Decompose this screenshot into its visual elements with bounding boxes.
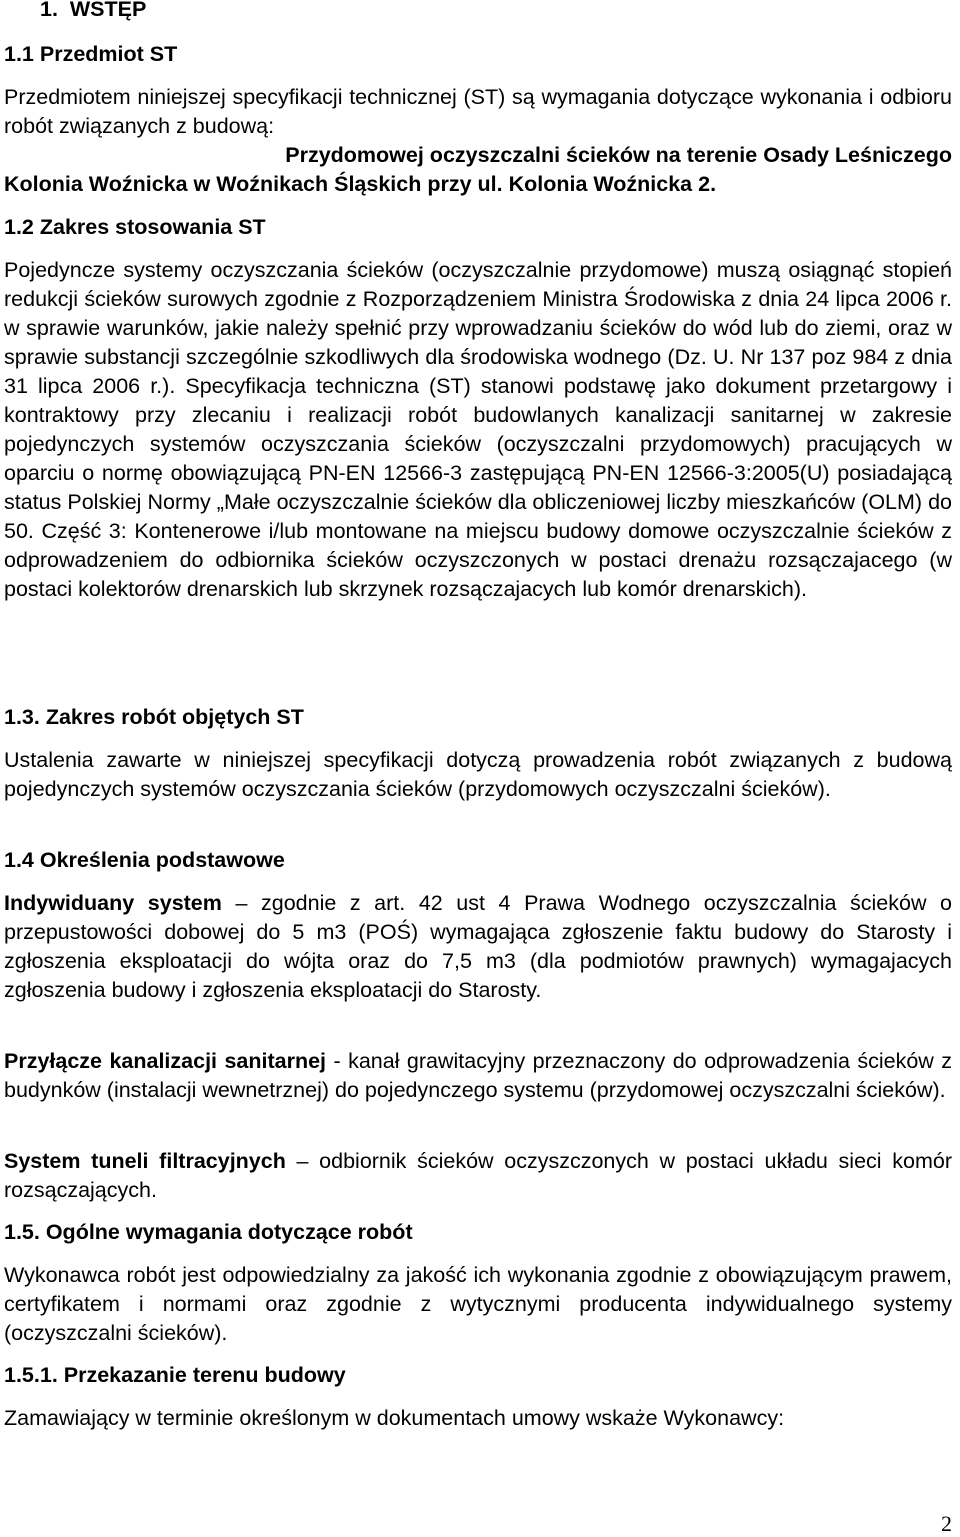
heading-1-4: 1.4 Określenia podstawowe [4,848,285,872]
heading-1-3: 1.3. Zakres robót objętych ST [4,705,304,729]
paragraph-1-3: Ustalenia zawarte w niniejszej specyfikacji dotyczą prowadzenia robót związanych z budową pojedynczych systemów oczyszczania ścieków (przydomowych oczyszczalni ścieków). [4,748,952,801]
definition-przylacze-kanalizacji [4,1047,952,1105]
paragraph-1-5: Wykonawca robót jest odpowiedzialny za jakość ich wykonania zgodnie z obowiązującym prawem, certyfikatem i normami oraz zgodnie z wytycznymi producenta indywidualnego systemy (oczyszczalni ścieków). [4,1263,952,1345]
paragraph-1-1-intro: Przedmiotem niniejszej specyfikacji technicznej (ST) są wymagania dotyczące wykonania i odbioru robót związanych z budową: [4,85,952,138]
paragraph-1-5-1: Zamawiający w terminie określonym w dokumentach umowy wskaże Wykonawcy: [4,1406,785,1430]
page-number: 2 [941,1511,952,1536]
heading-1-1: 1.1 Przedmiot ST [4,42,178,66]
heading-1-5-1: 1.5.1. Przekazanie terenu budowy [4,1363,346,1387]
section-title: WSTĘP [69,0,147,21]
definition-term: System tuneli filtracyjnych [4,1149,286,1173]
definition-text: – zgodnie z art. 42 ust 4 Prawa Wodnego oczyszczalnia ścieków o przepustowości dobowej do 5 m3 (POŚ) wymagająca zgłoszenie faktu budowy do Starosty i zgłoszenia eksploatacji do wójta oraz do 7,5 m3 (dla podmiotów prawnych) wymagajacych zgłoszenia budowy i zgłoszenia eksploatacji do Starosty. [4,891,952,1002]
paragraph-1-2: Pojedyncze systemy oczyszczania ścieków (oczyszczalnie przydomowe) muszą osiągnąć stopień redukcji ścieków surowych zgodnie z Rozporządzeniem Ministra Środowiska z dnia 24 lipca 2006 r. w sprawie warunków, jakie należy spełnić przy wprowadzaniu ścieków do wód lub do ziemi, oraz w sprawie substancji szczególnie szkodliwych dla środowiska wodnego (Dz. U. Nr 137 poz 984 z dnia 31 lipca 2006 r.). Specyfikacja techniczna (ST) stanowi podstawę jako dokument przetargowy i kontraktowy przy zlecaniu i realizacji robót budowlanych kanalizacji sanitarnej w zakresie pojedynczych systemów oczyszczania ścieków (oczyszczalni przydomowych) pracujących w oparciu o normę obowiązującą PN-EN 12566-3 zastępującą PN-EN 12566-3:2005(U) posiadającą status Polskiej Normy „Małe oczyszczalnie ścieków dla obliczeniowej liczby mieszkańców (OLM) do 50. Część 3: Kontenerowe i/lub montowane na miejscu budowy domowe oczyszczalnie ścieków z odprowadzeniem do odbiornika ścieków oczyszczonych w postaci drenażu rozsączajacego (w postaci kolektorów drenarskich lub skrzynek rozsączajacych lub komór drenarskich). [4,258,952,601]
heading-1-5: 1.5. Ogólne wymagania dotyczące robót [4,1220,413,1244]
definition-text: - kanał grawitacyjny przeznaczony do odprowadzenia ścieków z budynków (instalacji wewnetrznej) do pojedynczego systemu (przydomowej oczyszczalni ścieków). [4,1049,952,1102]
definition-term: Przyłącze kanalizacji sanitarnej [4,1049,327,1073]
definition-system-tuneli [4,1147,952,1205]
heading-1-2: 1.2 Zakres stosowania ST [4,215,266,239]
paragraph-1-1-object-line2: Kolonia Woźnicka w Woźnikach Śląskich przy ul. Kolonia Woźnicka 2. [4,172,717,196]
section-heading-1 [40,0,440,24]
definition-term: Indywiduany system [4,891,222,915]
section-number: 1. [40,0,58,21]
definition-text: – odbiornik ścieków oczyszczonych w postaci układu sieci komór rozsączających. [4,1149,952,1202]
paragraph-1-1-object-line1: Przydomowej oczyszczalni ścieków na terenie Osady Leśniczego [285,143,952,167]
definition-indywidualny-system [4,889,952,1005]
